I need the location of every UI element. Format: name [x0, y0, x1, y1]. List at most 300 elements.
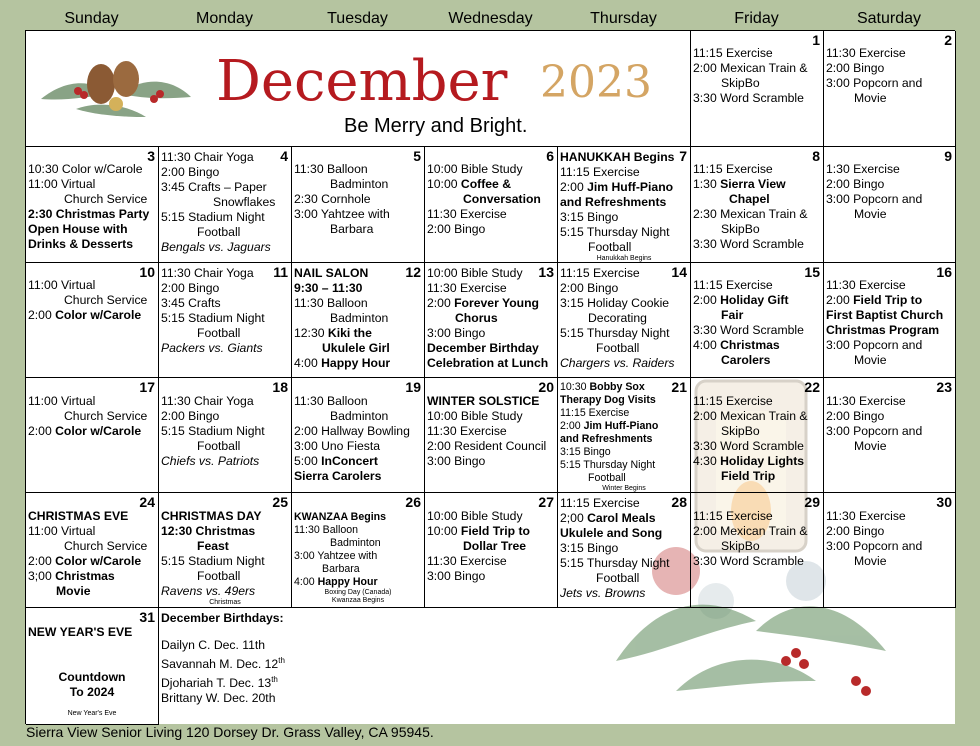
event-line: Decorating — [588, 311, 647, 325]
event-line: Feast — [197, 539, 229, 553]
event-line: Open House with — [28, 222, 128, 236]
event-line — [294, 326, 422, 341]
event-line: 11:30 Balloon — [294, 394, 368, 408]
event-line: 2:00 Bingo — [826, 61, 885, 75]
day-cell-1 — [691, 31, 824, 147]
event-line: Movie — [854, 439, 887, 453]
event-line: Carolers — [721, 353, 771, 367]
event-line: 3:15 Bingo — [560, 210, 619, 224]
day-cell-17 — [26, 378, 159, 493]
event-time: 2:00 — [826, 293, 854, 307]
event-line: 3:00 Popcorn and — [826, 424, 923, 438]
event-line: Football — [588, 472, 626, 484]
event-line: 2:30 Christmas Party — [28, 207, 150, 221]
event-time: 10:00 — [427, 177, 461, 191]
event-line: 11:30 Exercise — [826, 394, 906, 408]
event-line — [427, 524, 555, 539]
event-line: 11:15 Exercise — [560, 496, 640, 510]
event-line — [560, 511, 688, 526]
event-line: Jets vs. Browns — [560, 586, 646, 600]
holiday-label: HANUKKAH Begins — [560, 150, 675, 164]
day-number: 6 — [546, 148, 554, 164]
event-line: SkipBo — [721, 539, 760, 553]
event-line: 11:15 Exercise — [560, 165, 640, 179]
event-line — [28, 424, 156, 439]
event-line: Movie — [854, 207, 887, 221]
event-line: Ravens vs. 49ers — [161, 584, 256, 598]
event-line — [294, 454, 422, 469]
day-cell-7 — [558, 147, 691, 263]
event-line: SkipBo — [721, 76, 760, 90]
day-number: 14 — [671, 264, 687, 280]
day-number: 29 — [804, 494, 820, 510]
event-line: 11:30 Exercise — [826, 509, 906, 523]
event-title: Field Trip to — [460, 524, 530, 538]
header-tuesday: Tuesday — [327, 10, 388, 27]
holiday-note: Boxing Day (Canada) — [324, 589, 392, 596]
holiday-note: Winter Begins — [602, 485, 646, 492]
event-line: 3:00 Bingo — [427, 326, 486, 340]
event-line: Packers vs. Giants — [161, 341, 263, 355]
holiday-label: WINTER SOLSTICE — [427, 394, 540, 408]
event-line: 5:15 Stadium Night — [161, 311, 265, 325]
event-time: 4:00 — [294, 356, 322, 370]
day-number: 22 — [804, 379, 820, 395]
day-number: 17 — [139, 379, 155, 395]
event-title: Holiday Gift — [720, 293, 789, 307]
event-title: Happy Hour — [321, 356, 391, 370]
ordinal-suffix: th — [278, 656, 285, 665]
event-line: 5:15 Thursday Night — [560, 326, 670, 340]
day-cell-21 — [558, 378, 691, 493]
event-title: Coffee & — [460, 177, 511, 191]
tagline: Be Merry and Bright. — [344, 115, 528, 137]
birthday-entry — [161, 653, 954, 672]
day-number: 10 — [139, 264, 155, 280]
day-number: 15 — [804, 264, 820, 280]
event-line: 11:30 Balloon — [294, 162, 368, 176]
event-line: 3:15 Bingo — [560, 446, 611, 458]
event-line: 11:30 Balloon — [294, 524, 359, 536]
event-line: 10:00 Bible Study — [427, 509, 523, 523]
event-line: 2:00 Bingo — [826, 177, 885, 191]
event-line: Football — [197, 439, 241, 453]
event-line — [560, 381, 688, 394]
event-line: Chargers vs. Raiders — [560, 356, 675, 370]
event-line: 2:30 Mexican Train & — [693, 207, 808, 221]
birthdays-title: December Birthdays: — [161, 611, 284, 625]
event-line — [560, 420, 688, 433]
event-line: 5:15 Stadium Night — [161, 424, 265, 438]
event-line — [294, 356, 422, 371]
header-thursday: Thursday — [590, 10, 657, 27]
event-line: 11:30 Exercise — [427, 424, 507, 438]
event-line: 1:30 Exercise — [826, 162, 900, 176]
event-title: Field Trip to — [853, 293, 923, 307]
event-line: Badminton — [330, 177, 389, 191]
day-number: 27 — [538, 494, 554, 510]
event-line: 11:30 Exercise — [427, 207, 507, 221]
event-line: 3:45 Crafts — [161, 296, 221, 310]
event-title: Color w/Carole — [55, 554, 142, 568]
day-cell-29 — [691, 493, 824, 608]
event-line — [294, 576, 422, 589]
day-number: 8 — [812, 148, 820, 164]
event-line: 5:15 Stadium Night — [161, 554, 265, 568]
event-time: 2:00 — [693, 293, 721, 307]
event-time: 2:00 — [427, 296, 455, 310]
event-line: 3:15 Bingo — [560, 541, 619, 555]
event-line: Barbara — [322, 563, 360, 575]
event-line: 3:00 Yahtzee with — [294, 550, 378, 562]
event-line: Chapel — [729, 192, 770, 206]
event-line: Football — [197, 326, 241, 340]
event-line: NAIL SALON — [294, 266, 369, 280]
day-cell-27 — [425, 493, 558, 608]
holiday-note: Christmas — [209, 599, 241, 606]
event-line: Football — [596, 571, 640, 585]
holiday-label: KWANZAA Begins — [294, 511, 387, 523]
event-line: 11:00 Virtual — [28, 278, 96, 292]
event-title: InConcert — [321, 454, 378, 468]
event-time: 10:00 — [427, 524, 461, 538]
birthday-entry: Dailyn C. Dec. 11th — [161, 638, 266, 652]
event-line: 3:00 Uno Fiesta — [294, 439, 381, 453]
event-line — [693, 454, 821, 469]
event-line: 9:30 – 11:30 — [294, 281, 363, 295]
pinecone-holly-icon — [36, 49, 196, 129]
event-line: Football — [197, 225, 241, 239]
event-line: 10:00 Bible Study — [427, 266, 523, 280]
event-line: Badminton — [330, 409, 389, 423]
event-line: Football — [596, 341, 640, 355]
event-line: 2:00 Bingo — [826, 524, 885, 538]
birthdays-panel — [159, 608, 956, 725]
event-line: 3:00 Popcorn and — [826, 192, 923, 206]
day-number: 3 — [147, 148, 155, 164]
event-line: Church Service — [64, 293, 148, 307]
event-line: 2:00 Mexican Train & — [693, 409, 808, 423]
header-sunday: Sunday — [64, 10, 119, 27]
day-cell-18 — [159, 378, 292, 493]
day-number: 2 — [944, 32, 952, 48]
event-line — [560, 180, 688, 195]
day-number: 25 — [272, 494, 288, 510]
event-line: Church Service — [64, 192, 148, 206]
event-time: 2:00 — [560, 180, 588, 194]
event-line: Movie — [854, 554, 887, 568]
event-line: Movie — [854, 353, 887, 367]
event-title: Carol Meals — [587, 511, 656, 525]
event-line: 11:30 Chair Yoga — [161, 394, 254, 408]
event-title: Color w/Carole — [55, 424, 142, 438]
event-line: 5:15 Thursday Night — [560, 225, 670, 239]
event-line: Ukulele and Song — [560, 526, 663, 540]
birthday-text: Savannah M. Dec. 12 — [161, 657, 279, 672]
day-cell-9 — [824, 147, 956, 263]
event-line: 11:00 Virtual — [28, 177, 96, 191]
event-line: Ukulele Girl — [322, 341, 390, 355]
event-line: 3:45 Crafts – Paper — [161, 180, 267, 194]
day-number: 20 — [538, 379, 554, 395]
day-number: 4 — [280, 148, 288, 164]
event-line: 10:00 Bible Study — [427, 409, 523, 423]
holiday-note: Hanukkah Begins — [596, 255, 652, 262]
event-time: 2:00 — [28, 554, 56, 568]
event-line: Football — [197, 569, 241, 583]
event-line: 11:00 Virtual — [28, 394, 96, 408]
day-number: 26 — [405, 494, 421, 510]
day-number: 21 — [671, 379, 687, 395]
event-line: December Birthday — [427, 341, 539, 355]
event-title: Sierra View — [720, 177, 786, 191]
event-line: First Baptist Church — [826, 308, 944, 322]
day-number: 28 — [671, 494, 687, 510]
event-line: Movie — [56, 584, 91, 598]
event-line: Snowflakes — [213, 195, 276, 209]
event-time: 5:00 — [294, 454, 322, 468]
header-friday: Friday — [734, 10, 779, 27]
event-time: 3;00 — [28, 569, 56, 583]
event-line: 11:30 Balloon — [294, 296, 368, 310]
day-cell-28 — [558, 493, 691, 608]
day-cell-11 — [159, 263, 292, 378]
day-number: 12 — [405, 264, 421, 280]
day-cell-8 — [691, 147, 824, 263]
event-line: 11:15 Exercise — [693, 278, 773, 292]
event-line: Conversation — [463, 192, 541, 206]
event-line: Christmas Program — [826, 323, 940, 337]
event-title: Jim Huff-Piano — [583, 420, 659, 432]
event-line: Badminton — [330, 537, 381, 549]
event-title: Holiday Lights — [720, 454, 805, 468]
day-number: 9 — [944, 148, 952, 164]
event-line: Fair — [721, 308, 744, 322]
event-line: and Refreshments — [560, 433, 653, 445]
day-number: 31 — [139, 609, 155, 625]
event-line: 3:30 Word Scramble — [693, 91, 804, 105]
event-line: and Refreshments — [560, 195, 667, 209]
event-line: 2:30 Cornhole — [294, 192, 371, 206]
event-line: 3:00 Yahtzee with — [294, 207, 390, 221]
event-line: Church Service — [64, 539, 148, 553]
event-line: 2:00 Bingo — [161, 165, 220, 179]
event-line: Church Service — [64, 409, 148, 423]
event-line: SkipBo — [721, 222, 760, 236]
event-line: 11:30 Exercise — [427, 281, 507, 295]
event-line: 2:00 Bingo — [560, 281, 619, 295]
title-banner — [26, 31, 691, 147]
event-line: 5:15 Thursday Night — [560, 459, 656, 471]
month-title: December — [216, 49, 508, 114]
event-line: 2:00 Resident Council — [427, 439, 547, 453]
event-time: 12:30 — [294, 326, 328, 340]
event-line: 5:15 Thursday Night — [560, 556, 670, 570]
event-line — [427, 296, 555, 311]
day-number: 1 — [812, 32, 820, 48]
event-line: 3:30 Word Scramble — [693, 323, 804, 337]
event-time: 2:00 — [560, 420, 584, 432]
day-number: 30 — [936, 494, 952, 510]
event-title: Christmas — [720, 338, 780, 352]
event-line: Field Trip — [721, 469, 776, 483]
event-title: Bobby Sox — [589, 381, 645, 393]
event-line: 2:00 Bingo — [161, 281, 220, 295]
holiday-label: CHRISTMAS EVE — [28, 509, 129, 523]
event-line: SkipBo — [721, 424, 760, 438]
event-line: Drinks & Desserts — [28, 237, 133, 251]
event-time: 4:00 — [294, 576, 318, 588]
event-title: Jim Huff-Piano — [587, 180, 674, 194]
footer-address: Sierra View Senior Living 120 Dorsey Dr. Grass Valley, CA 95945. — [26, 724, 434, 740]
event-line: 11:30 Chair Yoga — [161, 266, 254, 280]
event-line: Chorus — [455, 311, 498, 325]
event-title: Kiki the — [327, 326, 372, 340]
day-number: 16 — [936, 264, 952, 280]
day-cell-19 — [292, 378, 425, 493]
event-line: 3:30 Word Scramble — [693, 439, 804, 453]
event-time: 1:30 — [693, 177, 721, 191]
event-title: Forever Young — [454, 296, 539, 310]
header-saturday: Saturday — [856, 10, 922, 27]
event-line: Bengals vs. Jaguars — [161, 240, 271, 254]
event-line: 11:15 Exercise — [560, 266, 640, 280]
holiday-note: Kwanzaa Begins — [331, 597, 385, 604]
event-line — [693, 338, 821, 353]
event-line: 3:00 Popcorn and — [826, 76, 923, 90]
day-cell-12 — [292, 263, 425, 378]
event-line: 2:00 Bingo — [826, 409, 885, 423]
day-cell-3 — [26, 147, 159, 263]
ordinal-suffix: th — [271, 675, 278, 685]
event-line: Countdown — [58, 670, 126, 684]
day-cell-14 — [558, 263, 691, 378]
event-line: 3:30 Word Scramble — [693, 554, 804, 568]
event-line: 11:15 Exercise — [693, 46, 773, 60]
event-line: 2:00 Bingo — [161, 409, 220, 423]
event-line — [427, 177, 555, 192]
event-line: Dollar Tree — [463, 539, 526, 553]
event-time: 2;00 — [560, 511, 588, 525]
event-line: 12:30 Christmas — [161, 524, 256, 538]
holiday-label: CHRISTMAS DAY — [161, 509, 262, 523]
event-line: 11:30 Exercise — [427, 554, 507, 568]
event-line — [28, 554, 156, 569]
holiday-note: New Year's Eve — [67, 710, 117, 717]
day-number: 23 — [936, 379, 952, 395]
header-wednesday: Wednesday — [448, 10, 533, 27]
day-cell-15 — [691, 263, 824, 378]
event-line: 11:30 Exercise — [826, 46, 906, 60]
day-cell-20 — [425, 378, 558, 493]
event-time: 4:00 — [693, 338, 721, 352]
day-cell-24 — [26, 493, 159, 608]
event-line: To 2024 — [69, 685, 115, 699]
day-cell-30 — [824, 493, 956, 608]
event-line: Chiefs vs. Patriots — [161, 454, 260, 468]
event-line: 11:30 Chair Yoga — [161, 150, 254, 164]
event-line: 2:00 Mexican Train & — [693, 61, 808, 75]
event-line — [826, 293, 953, 308]
event-line: 3:15 Holiday Cookie — [560, 296, 670, 310]
day-cell-5 — [292, 147, 425, 263]
day-cell-10 — [26, 263, 159, 378]
event-line: 11:30 Exercise — [826, 278, 906, 292]
event-line: 11:00 Virtual — [28, 524, 96, 538]
day-cell-2 — [824, 31, 956, 147]
event-line: Football — [588, 240, 632, 254]
event-title: Color w/Carole — [55, 308, 142, 322]
event-line: Badminton — [330, 311, 389, 325]
day-cell-4 — [159, 147, 292, 263]
header-monday: Monday — [196, 10, 253, 27]
event-line: 3:00 Bingo — [427, 569, 486, 583]
event-time: 10:30 — [560, 381, 590, 393]
event-line — [693, 293, 821, 308]
day-cell-26 — [292, 493, 425, 608]
event-line — [693, 177, 821, 192]
event-line: 2:00 Mexican Train & — [693, 524, 808, 538]
day-number: 19 — [405, 379, 421, 395]
event-line: 3:00 Bingo — [427, 454, 486, 468]
day-number: 24 — [139, 494, 155, 510]
event-line: 3:00 Popcorn and — [826, 539, 923, 553]
event-time: 2:00 — [28, 424, 56, 438]
event-line: 2:00 Bingo — [427, 222, 486, 236]
day-number: 5 — [413, 148, 421, 164]
event-title: Christmas — [55, 569, 115, 583]
event-line — [28, 308, 156, 323]
event-line: 11:15 Exercise — [693, 162, 773, 176]
event-line: Celebration at Lunch — [427, 356, 549, 370]
birthday-entry — [161, 672, 954, 691]
day-number: 13 — [538, 264, 554, 280]
day-cell-22 — [691, 378, 824, 493]
event-line — [28, 569, 156, 584]
day-cell-31 — [26, 608, 159, 725]
day-cell-23 — [824, 378, 956, 493]
event-line: Barbara — [330, 222, 374, 236]
event-line: 3:00 Popcorn and — [826, 338, 923, 352]
holiday-label: NEW YEAR'S EVE — [28, 625, 133, 639]
event-line: 11:15 Exercise — [693, 394, 773, 408]
event-line: 2:00 Hallway Bowling — [294, 424, 410, 438]
birthday-text: Djohariah T. Dec. 13 — [161, 676, 272, 691]
event-line: 10:30 Color w/Carole — [28, 162, 143, 176]
event-line: Therapy Dog Visits — [560, 394, 656, 406]
event-line: 11:15 Exercise — [560, 407, 630, 419]
year-title: 2023 — [540, 57, 652, 108]
event-line: 3:30 Word Scramble — [693, 237, 804, 251]
event-line: 11:15 Exercise — [693, 509, 773, 523]
event-line: Movie — [854, 91, 887, 105]
event-line: Sierra Carolers — [294, 469, 382, 483]
calendar-grid — [25, 30, 955, 724]
day-cell-25 — [159, 493, 292, 608]
event-line: 5:15 Stadium Night — [161, 210, 265, 224]
event-line: 10:00 Bible Study — [427, 162, 523, 176]
day-cell-13 — [425, 263, 558, 378]
day-cell-16 — [824, 263, 956, 378]
birthday-entry: Brittany W. Dec. 20th — [161, 691, 276, 706]
day-number: 7 — [679, 148, 687, 164]
day-number: 18 — [272, 379, 288, 395]
event-time: 4:30 — [693, 454, 721, 468]
day-cell-6 — [425, 147, 558, 263]
event-title: Happy Hour — [317, 576, 378, 588]
event-time: 2:00 — [28, 308, 56, 322]
day-number: 11 — [273, 264, 288, 280]
